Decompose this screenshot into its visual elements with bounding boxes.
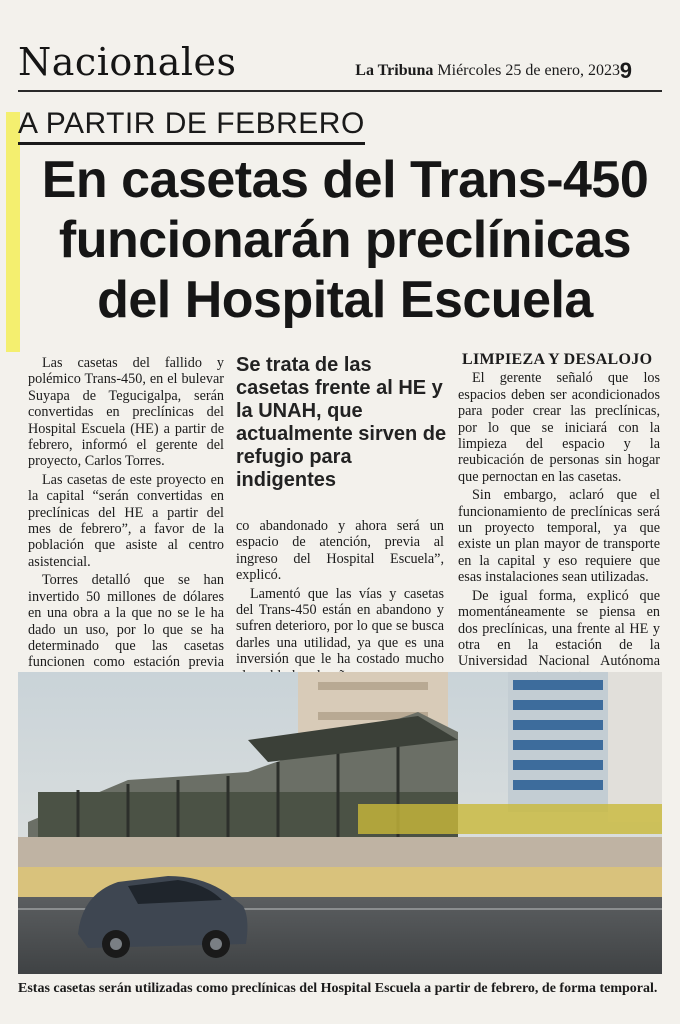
masthead — [355, 62, 620, 80]
paragraph: El gerente señaló que los espacios deben ser acondicionados para poder crear las preclínicas, por lo que se iniciará con la limpieza del espacio y la reubicación de personas sin hogar que pernoctan en las casetas. — [458, 370, 660, 485]
headline-line: del Hospital Escuela — [97, 271, 593, 329]
page-number: 9 — [619, 58, 632, 83]
section-title: Nacionales — [18, 40, 237, 84]
header-rule — [18, 90, 662, 92]
paragraph: Lamentó que las vías y casetas del Trans-450 están en abandono y sufren deterioro, por lo que se busca darles una utilidad, ya que es una inversión que le ha costado mucho — [236, 585, 444, 668]
paragraph: De igual forma, explicó que momentáneamente se piensa en dos preclínicas, una frente al HE y otra en la estación de la Universidad Nacional Autónoma — [458, 587, 660, 670]
headline-line: En casetas del Trans-450 — [41, 151, 649, 209]
paragraph: Las casetas de este proyecto en la capital “serán convertidas en preclínicas del HE a partir del mes de febrero”, a favor de la población que asiste al centro asistencial. — [28, 471, 224, 570]
photo-caption: Estas casetas serán utilizadas como preclínicas del Hospital Escuela a partir de febrero, de forma temporal. — [18, 981, 658, 996]
news-photo — [18, 672, 662, 974]
column-3 — [458, 352, 660, 705]
issue-date: Miércoles 25 de enero, 2023 — [437, 62, 620, 79]
paper-name: La Tribuna — [355, 62, 434, 79]
pull-quote: Se trata de las casetas frente al HE y la UNAH, que actualmente sirven de refugio para indigentes — [236, 354, 447, 491]
headline-line: funcionarán preclínicas — [58, 211, 632, 269]
subheading: LIMPIEZA Y DESALOJO — [462, 351, 653, 368]
column-2 — [236, 518, 444, 686]
column-1 — [28, 355, 224, 724]
photo-illustration — [18, 672, 662, 974]
highlighter-mark — [6, 112, 20, 352]
paragraph: Torres detalló que se han invertido 50 millones de dólares en una obra a la que no se le ha dado un uso, por lo que se ha determinado que las casetas funcionen como estación previa — [28, 572, 224, 671]
kicker: A PARTIR DE FEBRERO — [18, 106, 365, 145]
paragraph: Sin embargo, aclaró que el funcionamiento de preclínicas será un proyecto temporal, ya que existe un plan mayor de transporte en la capital y eso requiere que esas instalaciones sean utilizadas. — [458, 487, 660, 586]
paragraph: co abandonado y ahora será un espacio de atención, previa al ingreso del Hospital Escuela”, explicó. — [236, 518, 444, 584]
paragraph: Las casetas del fallido y polémico Trans-450, en el bulevar Suyapa de Tegucigalpa, serán convertidas en preclínicas del Hospital Escuela (HE) a partir de febrero, informó el gerente del proyecto, Carlos Torres. — [28, 355, 224, 470]
headline — [20, 150, 670, 330]
